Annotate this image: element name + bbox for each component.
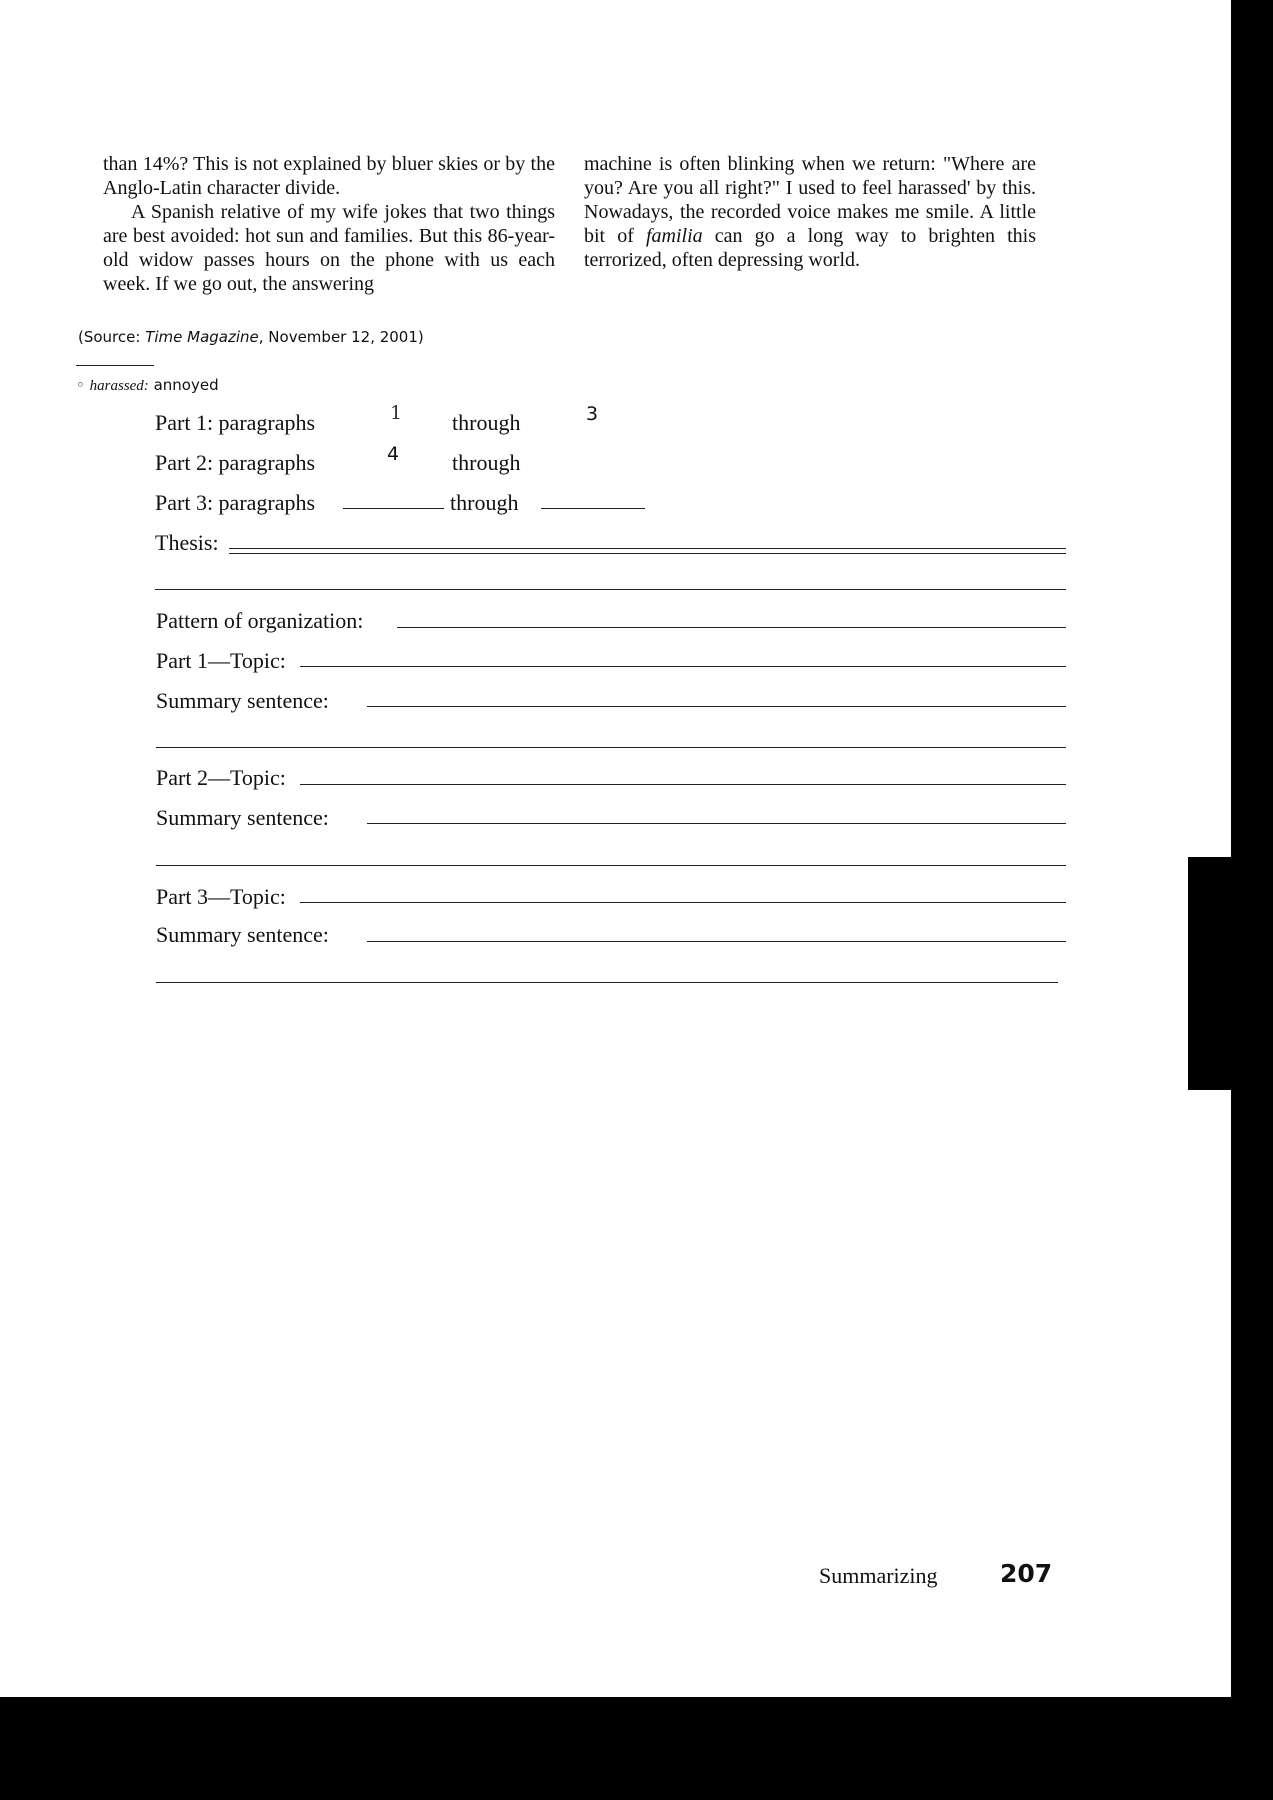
thesis-blank-double <box>229 553 1066 554</box>
part-1-from-value[interactable]: 1 <box>390 402 403 424</box>
source-citation: (Source: Time Magazine, November 12, 2001) <box>78 328 424 346</box>
pattern-blank[interactable] <box>397 627 1066 628</box>
part-1-summary-label: Summary sentence: <box>156 688 329 713</box>
part-3-from-blank[interactable] <box>343 508 444 509</box>
part-1-summary-blank-2[interactable] <box>156 747 1066 748</box>
source-publication: Time Magazine <box>145 328 259 346</box>
scan-border-bottom <box>0 1697 1273 1800</box>
footnote-marker: ◦ <box>76 376 85 394</box>
article-paragraph: than 14%? This is not explained by bluer skies or by the Anglo-Latin character divide. <box>103 153 555 199</box>
part-2-summary-label: Summary sentence: <box>156 805 329 830</box>
part-3-summary-blank[interactable] <box>367 941 1066 942</box>
thesis-blank[interactable] <box>229 548 1066 549</box>
scan-edge-tab <box>1188 857 1233 1090</box>
footnote-rule <box>76 365 154 366</box>
part-1-summary-blank[interactable] <box>367 706 1066 707</box>
article-right-column <box>584 152 1036 272</box>
part-2-through: through <box>452 450 521 475</box>
footnote <box>76 376 219 395</box>
footnote-definition: annoyed <box>148 376 219 394</box>
part-2-topic-blank[interactable] <box>300 784 1066 785</box>
part-3-summary-blank-2[interactable] <box>156 982 1058 983</box>
footnote-term: harassed: <box>89 378 149 394</box>
part-2-summary-blank-2[interactable] <box>156 865 1066 866</box>
thesis-blank-line-2[interactable] <box>155 589 1066 590</box>
part-2-label: Part 2: paragraphs <box>155 450 316 475</box>
page-number: 207 <box>1000 1559 1053 1588</box>
article-left-column <box>103 152 555 296</box>
part-1-topic-label: Part 1—Topic: <box>156 648 286 673</box>
part-2-summary-blank[interactable] <box>367 823 1066 824</box>
italic-term: familia <box>645 225 703 247</box>
part-1-through: through <box>452 410 521 435</box>
part-3-through: through <box>450 490 519 515</box>
part-1-topic-blank[interactable] <box>300 666 1066 667</box>
part-3-summary-label: Summary sentence: <box>156 922 329 947</box>
part-1-to-value[interactable]: 3 <box>586 403 599 425</box>
part-3-topic-label: Part 3—Topic: <box>156 884 286 909</box>
part-2-topic-label: Part 2—Topic: <box>156 765 286 790</box>
pattern-label: Pattern of organization: <box>156 608 364 633</box>
part-3-to-blank[interactable] <box>541 508 645 509</box>
article-paragraph: machine is often blinking when we return: "Where are you? Are you all right?" I used to feel harassed' by this. Nowadays, the recorded voice makes me smile. A little bit of familia can go a long way to brighten this terrorized, often depressing world. <box>584 153 1036 271</box>
thesis-label: Thesis: <box>155 530 219 555</box>
scan-border-right <box>1231 0 1273 1800</box>
part-3-topic-blank[interactable] <box>300 902 1066 903</box>
article-paragraph: A Spanish relative of my wife jokes that two things are best avoided: hot sun and families. But this 86-year-old widow passes hours on the phone with us each week. If we go out, the answering <box>103 201 555 295</box>
part-1-label: Part 1: paragraphs <box>155 410 316 435</box>
part-2-from-value[interactable]: 4 <box>387 443 400 465</box>
part-3-label: Part 3: paragraphs <box>155 490 316 515</box>
running-footer-section: Summarizing <box>819 1563 938 1588</box>
